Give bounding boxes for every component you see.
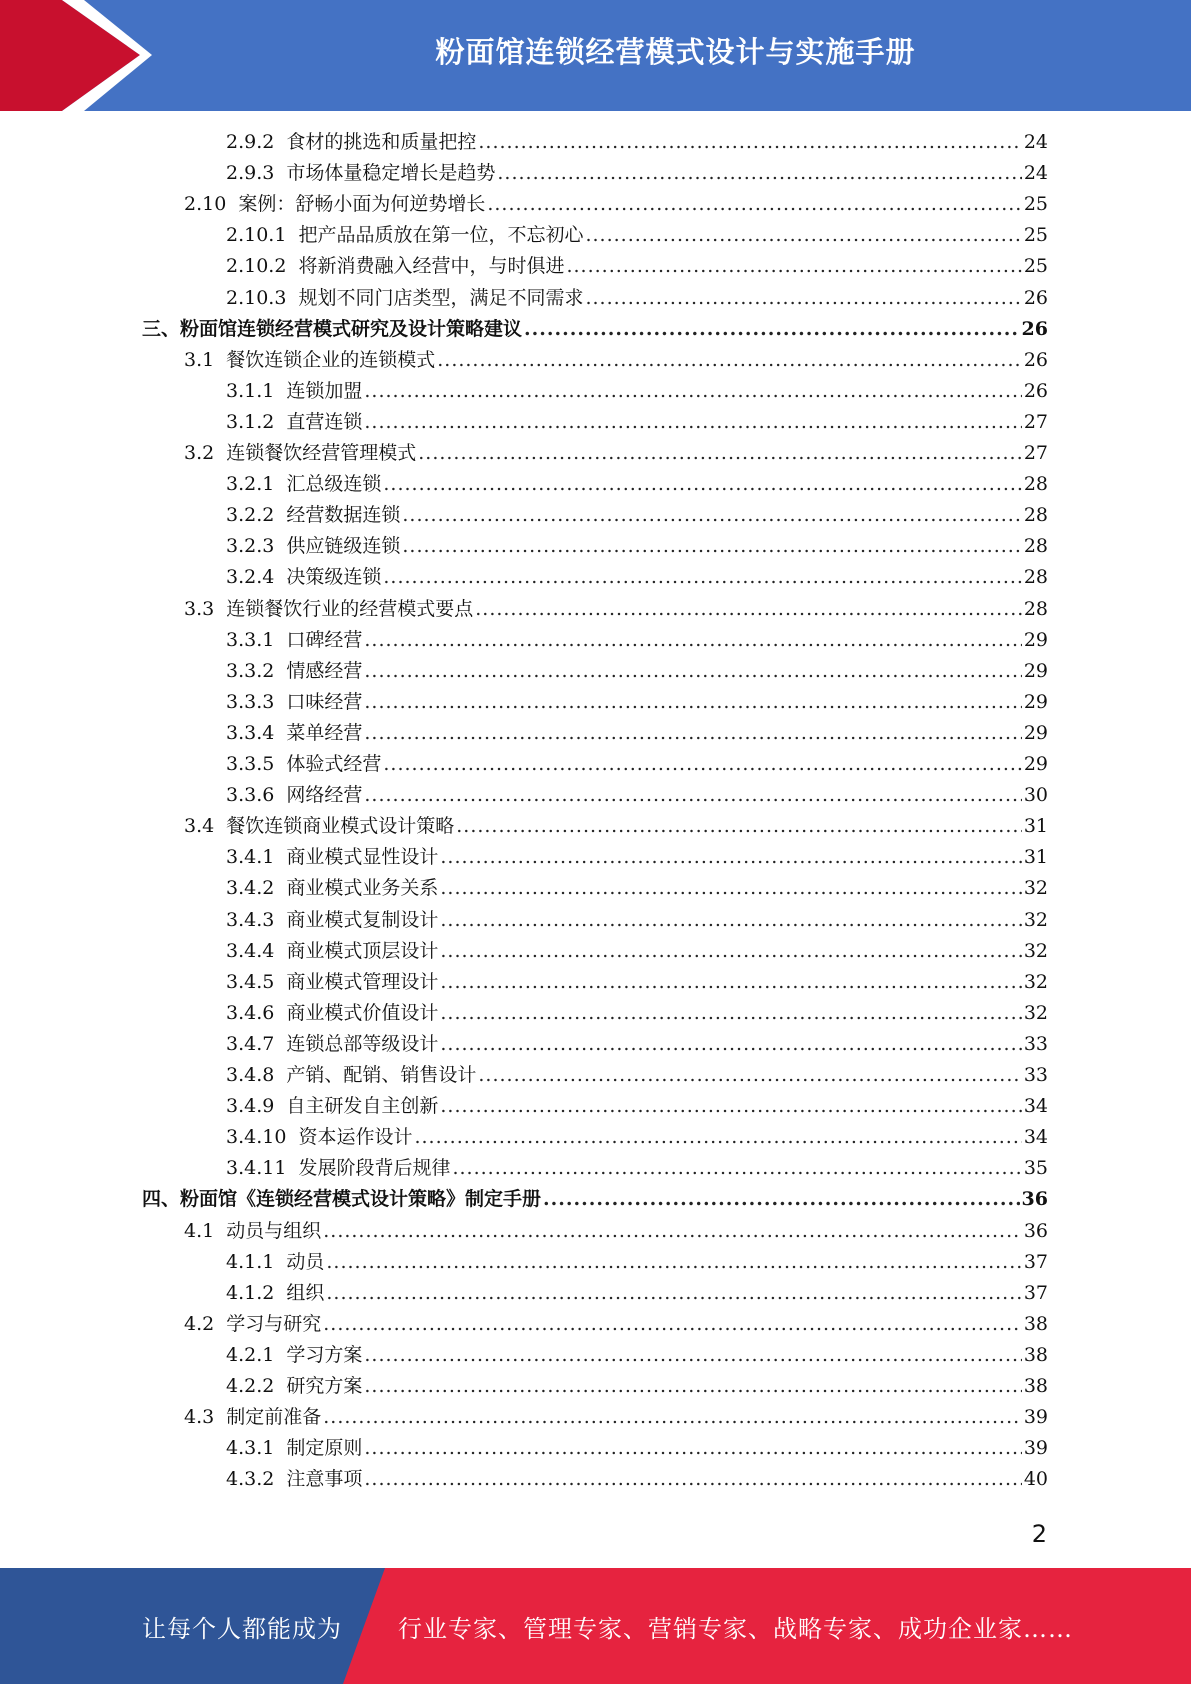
toc-entry-page: 26 <box>1023 286 1048 309</box>
toc-entry-page: 28 <box>1023 504 1048 527</box>
toc-entry-number: 3.4.4 <box>226 939 275 962</box>
toc-dot-leader <box>364 687 1021 718</box>
toc-entry-title: 学习方案 <box>286 1343 363 1366</box>
toc-entry-title: 商业模式顶层设计 <box>286 939 439 962</box>
toc-entry-page: 31 <box>1023 815 1048 838</box>
footer-slogan-left: 让每个人都能成为 <box>142 1614 342 1643</box>
toc-entry-number: 3.3.3 <box>226 690 275 713</box>
toc-entry-title: 市场体量稳定增长是趋势 <box>286 162 496 185</box>
toc-entry-page: 29 <box>1023 690 1048 713</box>
toc-entry-number: 3.4.5 <box>226 970 275 993</box>
toc-entry-page: 37 <box>1023 1281 1048 1304</box>
toc-entry[interactable] <box>226 1060 1048 1091</box>
toc-entry-page: 38 <box>1023 1343 1048 1366</box>
toc-entry-title: 自主研发自主创新 <box>286 1095 439 1118</box>
toc-entry-title: 口味经营 <box>286 690 363 713</box>
toc-dot-leader <box>323 1216 1022 1247</box>
toc-entry[interactable] <box>226 376 1048 407</box>
toc-entry-page: 30 <box>1023 784 1048 807</box>
toc-entry-page: 32 <box>1023 877 1048 900</box>
toc-entry-title: 汇总级连锁 <box>286 473 382 496</box>
toc-entry-number: 3.4.6 <box>226 1001 275 1024</box>
toc-entry[interactable] <box>226 842 1048 873</box>
toc-entry-title: 决策级连锁 <box>286 566 382 589</box>
toc-entry-page: 25 <box>1023 255 1048 278</box>
toc-entry-title: 菜单经营 <box>286 721 363 744</box>
toc-entry[interactable] <box>226 1091 1048 1122</box>
toc-entry[interactable] <box>226 1122 1048 1153</box>
toc-dot-leader <box>440 905 1021 936</box>
toc-entry-title: 直营连锁 <box>286 410 363 433</box>
toc-entry-title: 动员与组织 <box>226 1219 322 1242</box>
document-title: 粉面馆连锁经营模式设计与实施手册 <box>435 34 916 69</box>
toc-entry-number: 4.1 <box>184 1219 215 1242</box>
toc-dot-leader <box>364 1371 1021 1402</box>
toc-entry-number: 4.2.2 <box>226 1375 275 1397</box>
toc-entry-number: 3.3 <box>184 597 215 620</box>
toc-entry-number: 3.4.1 <box>226 846 275 869</box>
toc-entry-title: 供应链级连锁 <box>286 535 401 558</box>
toc-entry-title: 研究方案 <box>286 1375 363 1397</box>
toc-entry-title: 组织 <box>286 1281 325 1304</box>
toc-entry-title: 制定前准备 <box>226 1406 322 1429</box>
toc-dot-leader <box>364 1433 1021 1464</box>
toc-dot-leader <box>440 1091 1021 1122</box>
toc-entry[interactable] <box>184 345 1048 376</box>
toc-entry-number: 2.10 <box>184 193 227 216</box>
toc-dot-leader <box>543 1184 1020 1215</box>
toc-entry[interactable] <box>226 873 1048 904</box>
toc-entry[interactable] <box>226 1371 1048 1402</box>
toc-entry-number: 3.1 <box>184 348 215 371</box>
toc-entry-page: 40 <box>1023 1468 1048 1491</box>
toc-dot-leader <box>456 811 1022 842</box>
toc-entry-number: 三、 <box>142 317 181 340</box>
toc-entry-page: 26 <box>1023 379 1048 402</box>
toc-entry-page: 32 <box>1023 1001 1048 1024</box>
toc-entry[interactable] <box>226 1433 1048 1464</box>
toc-entry[interactable] <box>226 1029 1048 1060</box>
toc-entry[interactable] <box>226 158 1048 189</box>
toc-entry[interactable] <box>184 594 1048 625</box>
toc-entry-number: 3.3.5 <box>226 753 275 775</box>
toc-dot-leader <box>478 127 1021 158</box>
toc-entry[interactable] <box>184 1216 1048 1247</box>
toc-dot-leader <box>364 1340 1021 1371</box>
toc-dot-leader <box>524 314 1020 345</box>
toc-entry[interactable] <box>184 1309 1048 1340</box>
toc-entry-number: 3.4.7 <box>226 1032 275 1055</box>
toc-entry-page: 29 <box>1023 721 1048 744</box>
toc-entry-title: 商业模式复制设计 <box>286 908 439 931</box>
toc-entry[interactable] <box>226 749 1048 780</box>
toc-entry-page: 26 <box>1023 348 1048 371</box>
toc-entry[interactable] <box>226 283 1048 314</box>
toc-entry-page: 29 <box>1023 659 1048 682</box>
toc-entry-title: 体验式经营 <box>286 753 382 775</box>
page-number: 2 <box>1031 1520 1047 1548</box>
toc-entry-number: 3.3.6 <box>226 784 275 807</box>
toc-entry[interactable] <box>142 1184 1048 1215</box>
toc-entry-title: 连锁加盟 <box>286 379 363 402</box>
toc-dot-leader <box>364 656 1021 687</box>
toc-entry-title: 案例：舒畅小面为何逆势增长 <box>238 193 486 216</box>
toc-entry-page: 28 <box>1023 597 1048 620</box>
toc-entry-number: 3.4.2 <box>226 877 275 900</box>
toc-entry-page: 39 <box>1023 1406 1048 1429</box>
toc-entry-number: 3.2.2 <box>226 504 275 527</box>
toc-entry-title: 情感经营 <box>286 659 363 682</box>
toc-entry-page: 27 <box>1023 442 1048 464</box>
toc-entry-number: 3.3.1 <box>226 628 275 651</box>
toc-entry-page: 28 <box>1023 535 1048 558</box>
toc-entry[interactable] <box>226 251 1048 282</box>
toc-entry[interactable] <box>226 967 1048 998</box>
toc-dot-leader <box>585 283 1021 314</box>
toc-entry-title: 将新消费融入经营中，与时俱进 <box>298 255 565 278</box>
toc-entry-title: 注意事项 <box>286 1468 363 1491</box>
toc-dot-leader <box>440 967 1021 998</box>
toc-entry[interactable] <box>226 780 1048 811</box>
toc-entry-page: 36 <box>1021 1188 1048 1211</box>
toc-entry-number: 2.10.1 <box>226 224 287 247</box>
toc-entry-number: 4.1.1 <box>226 1250 275 1273</box>
toc-dot-leader <box>383 749 1021 780</box>
toc-entry-page: 32 <box>1023 908 1048 931</box>
toc-entry-number: 3.1.2 <box>226 410 275 433</box>
toc-entry-title: 发展阶段背后规律 <box>298 1157 451 1180</box>
toc-entry[interactable] <box>226 625 1048 656</box>
toc-dot-leader <box>402 500 1021 531</box>
toc-entry[interactable] <box>226 998 1048 1029</box>
toc-entry-title: 商业模式价值设计 <box>286 1001 439 1024</box>
toc-entry[interactable] <box>226 905 1048 936</box>
toc-entry-number: 3.4.10 <box>226 1126 287 1149</box>
toc-entry-number: 3.2.1 <box>226 473 275 496</box>
toc-entry-page: 26 <box>1021 317 1048 340</box>
toc-entry-title: 粉面馆连锁经营模式研究及设计策略建议 <box>180 317 523 340</box>
toc-entry-number: 4.1.2 <box>226 1281 275 1304</box>
toc-entry-page: 24 <box>1023 131 1048 153</box>
toc-entry[interactable] <box>226 407 1048 438</box>
toc-dot-leader <box>437 345 1022 376</box>
toc-entry-page: 29 <box>1023 628 1048 651</box>
toc-entry-page: 35 <box>1023 1157 1048 1180</box>
toc-entry-title: 粉面馆《连锁经营模式设计策略》制定手册 <box>180 1188 542 1211</box>
toc-entry-title: 制定原则 <box>286 1437 363 1460</box>
toc-entry-page: 29 <box>1023 753 1048 775</box>
toc-entry-title: 餐饮连锁商业模式设计策略 <box>226 815 455 838</box>
toc-entry-title: 产销、配销、销售设计 <box>286 1064 477 1086</box>
toc-entry-title: 连锁餐饮经营管理模式 <box>226 442 417 464</box>
toc-entry-page: 38 <box>1023 1312 1048 1335</box>
toc-entry-number: 3.4.9 <box>226 1095 275 1118</box>
toc-entry[interactable] <box>226 1464 1048 1495</box>
toc-entry-number: 3.2.4 <box>226 566 275 589</box>
toc-entry-page: 33 <box>1023 1064 1048 1086</box>
toc-dot-leader <box>440 873 1021 904</box>
toc-entry-number: 3.4.11 <box>226 1157 287 1180</box>
toc-entry-page: 39 <box>1023 1437 1048 1460</box>
toc-entry[interactable] <box>226 1247 1048 1278</box>
toc-dot-leader <box>323 1402 1022 1433</box>
toc-dot-leader <box>383 562 1021 593</box>
toc-dot-leader <box>402 531 1021 562</box>
toc-entry[interactable] <box>184 1402 1048 1433</box>
toc-entry-title: 网络经营 <box>286 784 363 807</box>
toc-entry[interactable] <box>226 500 1048 531</box>
toc-dot-leader <box>326 1247 1021 1278</box>
toc-entry[interactable] <box>226 936 1048 967</box>
toc-dot-leader <box>475 594 1022 625</box>
toc-entry-page: 25 <box>1023 224 1048 247</box>
toc-entry-page: 36 <box>1023 1219 1048 1242</box>
toc-entry-title: 商业模式显性设计 <box>286 846 439 869</box>
toc-entry[interactable] <box>142 314 1048 345</box>
toc-entry[interactable] <box>184 811 1048 842</box>
toc-dot-leader <box>452 1153 1021 1184</box>
toc-entry[interactable] <box>226 469 1048 500</box>
toc-entry-page: 32 <box>1023 970 1048 993</box>
toc-entry[interactable] <box>226 562 1048 593</box>
toc-entry-number: 3.4.8 <box>226 1064 275 1086</box>
toc-entry[interactable] <box>226 1278 1048 1309</box>
toc-dot-leader <box>364 780 1021 811</box>
toc-dot-leader <box>383 469 1021 500</box>
toc-entry[interactable] <box>226 1153 1048 1184</box>
toc-entry-title: 学习与研究 <box>226 1312 322 1335</box>
toc-entry-number: 2.10.2 <box>226 255 287 278</box>
toc-entry-page: 32 <box>1023 939 1048 962</box>
toc-entry[interactable] <box>184 438 1048 469</box>
toc-entry-page: 28 <box>1023 566 1048 589</box>
toc-entry-page: 27 <box>1023 410 1048 433</box>
toc-entry-number: 3.2.3 <box>226 535 275 558</box>
toc-entry[interactable] <box>184 189 1048 220</box>
toc-dot-leader <box>323 1309 1022 1340</box>
toc-entry-number: 3.4.3 <box>226 908 275 931</box>
toc-entry[interactable] <box>226 718 1048 749</box>
toc-entry-title: 商业模式管理设计 <box>286 970 439 993</box>
toc-entry-number: 2.9.3 <box>226 162 275 185</box>
toc-dot-leader <box>326 1278 1021 1309</box>
toc-entry-page: 37 <box>1023 1250 1048 1273</box>
toc-entry-title: 经营数据连锁 <box>286 504 401 527</box>
toc-entry-title: 规划不同门店类型，满足不同需求 <box>298 286 584 309</box>
toc-entry-number: 3.2 <box>184 442 215 464</box>
toc-entry-number: 3.3.4 <box>226 721 275 744</box>
toc-entry-number: 4.2 <box>184 1312 215 1335</box>
toc-entry-page: 34 <box>1023 1095 1048 1118</box>
toc-entry-title: 食材的挑选和质量把控 <box>286 131 477 153</box>
toc-entry-title: 口碑经营 <box>286 628 363 651</box>
toc-entry-page: 31 <box>1023 846 1048 869</box>
toc-dot-leader <box>497 158 1021 189</box>
toc-entry-number: 3.3.2 <box>226 659 275 682</box>
toc-dot-leader <box>364 718 1021 749</box>
toc-dot-leader <box>478 1060 1021 1091</box>
page-header <box>0 0 1191 111</box>
toc-entry-title: 连锁总部等级设计 <box>286 1032 439 1055</box>
toc-entry-number: 4.3 <box>184 1406 215 1429</box>
toc-entry-page: 25 <box>1023 193 1048 216</box>
header-arrow-decoration <box>0 0 160 111</box>
toc-dot-leader <box>418 438 1022 469</box>
footer-slogan-right: 行业专家、管理专家、营销专家、战略专家、成功企业家…… <box>398 1614 1073 1643</box>
toc-entry[interactable] <box>226 220 1048 251</box>
toc-entry-page: 28 <box>1023 473 1048 496</box>
toc-entry[interactable] <box>226 687 1048 718</box>
toc-dot-leader <box>364 407 1021 438</box>
toc-dot-leader <box>440 842 1021 873</box>
toc-entry-number: 4.2.1 <box>226 1343 275 1366</box>
toc-entry-title: 连锁餐饮行业的经营模式要点 <box>226 597 474 620</box>
toc-entry-title: 资本运作设计 <box>298 1126 413 1149</box>
toc-entry-number: 3.1.1 <box>226 379 275 402</box>
toc-entry-number: 4.3.2 <box>226 1468 275 1491</box>
toc-dot-leader <box>440 1029 1021 1060</box>
toc-entry-title: 餐饮连锁企业的连锁模式 <box>226 348 436 371</box>
toc-entry-page: 38 <box>1023 1375 1048 1397</box>
toc-entry-number: 4.3.1 <box>226 1437 275 1460</box>
toc-entry[interactable] <box>226 127 1048 158</box>
toc-entry-title: 动员 <box>286 1250 325 1273</box>
toc-entry-number: 四、 <box>142 1188 181 1211</box>
toc-dot-leader <box>364 376 1021 407</box>
toc-entry[interactable] <box>226 1340 1048 1371</box>
toc-entry-number: 2.10.3 <box>226 286 287 309</box>
toc-dot-leader <box>440 998 1021 1029</box>
toc-entry-title: 把产品品质放在第一位，不忘初心 <box>298 224 584 247</box>
toc-entry[interactable] <box>226 531 1048 562</box>
toc-entry-page: 24 <box>1023 162 1048 185</box>
toc-entry-title: 商业模式业务关系 <box>286 877 439 900</box>
page-footer <box>0 1568 1191 1684</box>
toc-dot-leader <box>414 1122 1021 1153</box>
toc-entry-page: 34 <box>1023 1126 1048 1149</box>
toc-entry-number: 2.9.2 <box>226 131 275 153</box>
toc-dot-leader <box>585 220 1021 251</box>
toc-entry-number: 3.4 <box>184 815 215 838</box>
toc-dot-leader <box>487 189 1021 220</box>
toc-dot-leader <box>440 936 1021 967</box>
toc-dot-leader <box>364 1464 1021 1495</box>
toc-dot-leader <box>566 251 1021 282</box>
toc-dot-leader <box>364 625 1021 656</box>
toc-entry-page: 33 <box>1023 1032 1048 1055</box>
toc-entry[interactable] <box>226 656 1048 687</box>
